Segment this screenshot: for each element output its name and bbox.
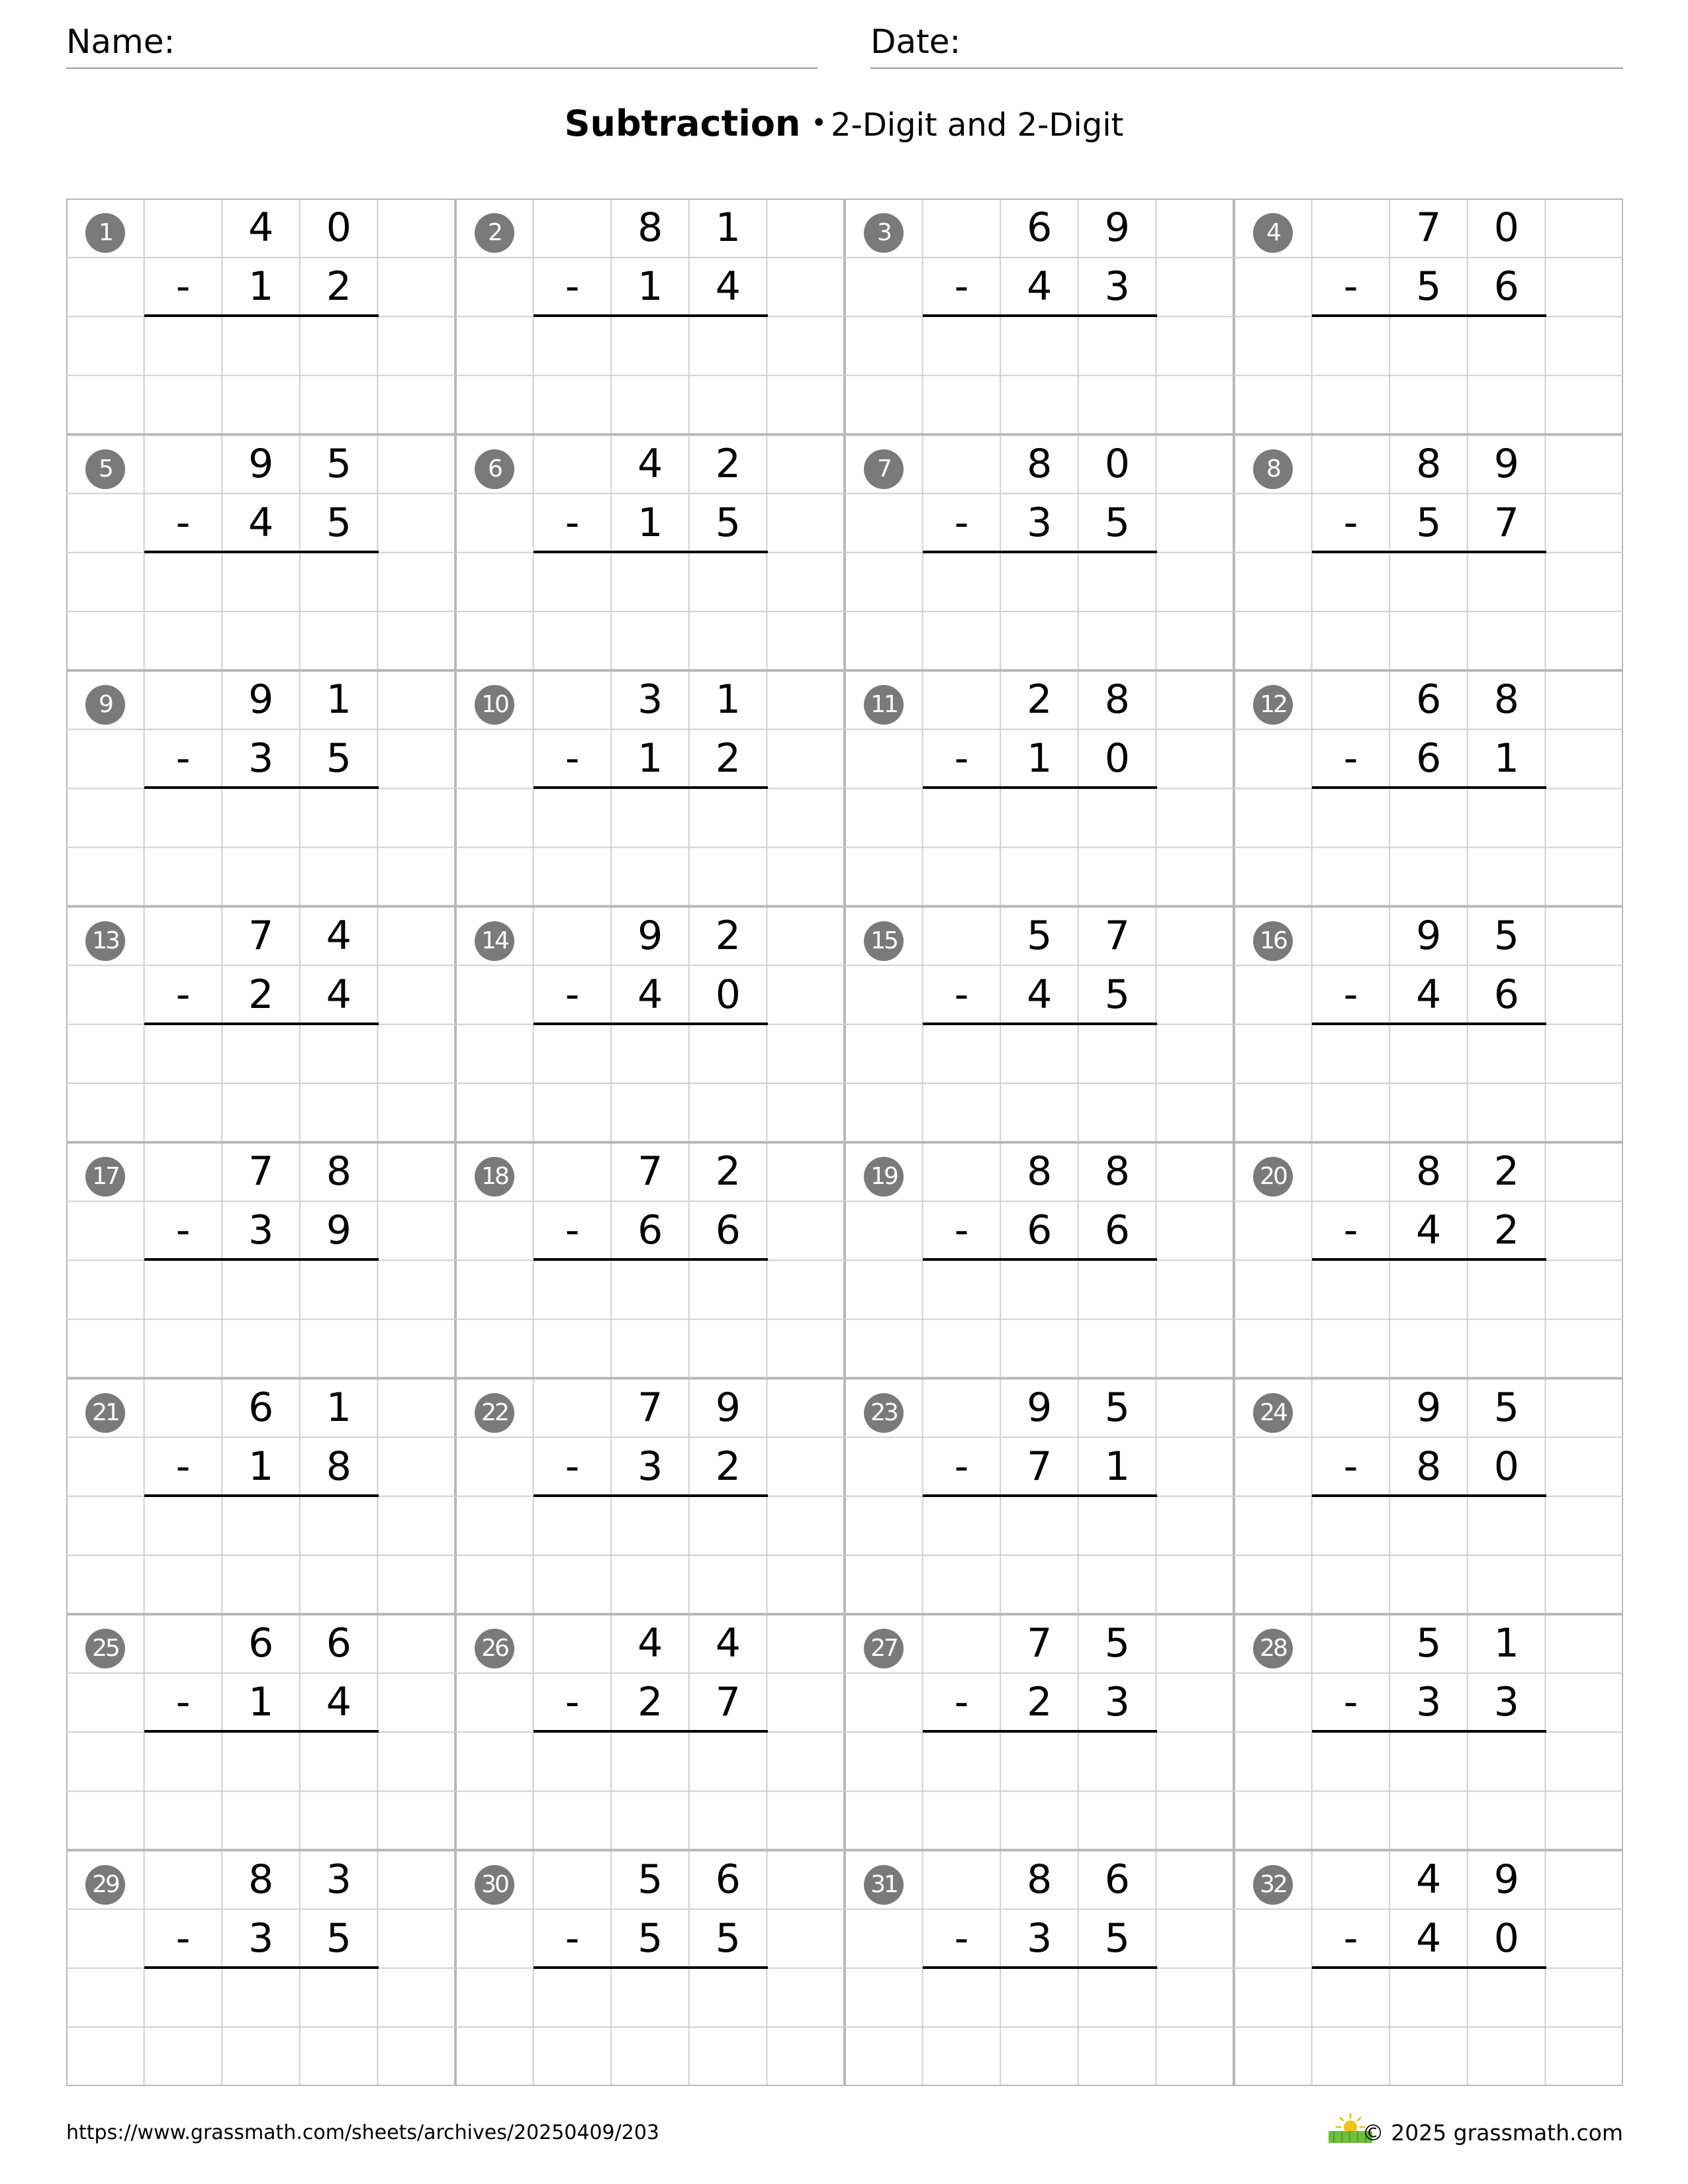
problem-number-badge: 1: [85, 213, 125, 253]
problem-31: [845, 1850, 1234, 2086]
problem-7: [845, 435, 1234, 670]
subtrahend-tens: 4: [1416, 971, 1442, 1018]
answer-area[interactable]: [534, 316, 767, 432]
problem-number-badge: 11: [864, 685, 904, 725]
name-label: Name:: [66, 23, 175, 61]
answer-area[interactable]: [534, 1968, 767, 2083]
minuend-ones: 5: [326, 440, 352, 487]
minus-sign: -: [954, 263, 969, 310]
minuend-ones: 7: [1104, 912, 1130, 959]
minuend-tens: 4: [248, 205, 274, 251]
minus-sign: -: [565, 735, 580, 782]
minus-sign: -: [175, 1443, 191, 1490]
subtrahend-tens: 4: [248, 499, 274, 546]
subtrahend-tens: 4: [1416, 1207, 1442, 1254]
problem-number-badge: 9: [85, 685, 125, 725]
answer-area[interactable]: [144, 1496, 378, 1612]
subtrahend-ones: 4: [326, 1679, 352, 1726]
subtrahend-tens: 3: [248, 1915, 274, 1962]
subtrahend-tens: 4: [637, 971, 663, 1018]
subtrahend-ones: 5: [1104, 1915, 1130, 1962]
problem-number-badge: 3: [864, 213, 904, 253]
minus-sign: -: [1343, 1443, 1358, 1490]
answer-area[interactable]: [144, 1968, 378, 2083]
problem-number-badge: 5: [85, 449, 125, 489]
subtrahend-ones: 0: [1493, 1915, 1519, 1962]
footer-url[interactable]: https://www.grassmath.com/sheets/archives/20250409/203: [66, 2121, 660, 2144]
minuend-tens: 9: [1416, 1384, 1442, 1431]
subtrahend-ones: 5: [326, 499, 352, 546]
answer-area[interactable]: [534, 1024, 767, 1140]
answer-area[interactable]: [1312, 1496, 1546, 1612]
minuend-ones: 2: [715, 1148, 741, 1195]
answer-area[interactable]: [923, 1732, 1156, 1847]
subtrahend-tens: 3: [1027, 1915, 1053, 1962]
minuend-ones: 8: [1104, 1148, 1130, 1195]
minuend-tens: 4: [637, 1620, 663, 1666]
subtrahend-tens: 7: [1027, 1443, 1053, 1490]
answer-area[interactable]: [1312, 553, 1546, 668]
answer-area[interactable]: [1312, 316, 1546, 432]
problem-2: [455, 199, 845, 434]
problem-9: [66, 670, 455, 906]
minuend-tens: 7: [637, 1148, 663, 1195]
title-separator: •: [811, 108, 827, 138]
minus-sign: -: [1343, 1679, 1358, 1726]
problem-11: [845, 670, 1234, 906]
subtrahend-tens: 3: [1027, 499, 1053, 546]
subtrahend-tens: 6: [637, 1207, 663, 1254]
minus-sign: -: [175, 971, 191, 1018]
minuend-ones: 6: [1104, 1856, 1130, 1903]
problem-number-badge: 29: [85, 1865, 125, 1905]
answer-area[interactable]: [923, 1260, 1156, 1375]
subtrahend-ones: 0: [1104, 735, 1130, 782]
date-label: Date:: [870, 23, 961, 61]
minus-sign: -: [175, 1679, 191, 1726]
minuend-tens: 9: [1027, 1384, 1053, 1431]
problem-21: [66, 1379, 455, 1614]
subtrahend-ones: 7: [715, 1679, 741, 1726]
subtrahend-tens: 1: [248, 263, 274, 310]
minuend-ones: 8: [1104, 676, 1130, 723]
minus-sign: -: [565, 971, 580, 1018]
minus-sign: -: [175, 1915, 191, 1962]
answer-area[interactable]: [923, 1496, 1156, 1612]
minuend-tens: 8: [248, 1856, 274, 1903]
name-line[interactable]: [66, 68, 818, 69]
subtrahend-ones: 5: [326, 735, 352, 782]
minuend-tens: 7: [1416, 205, 1442, 251]
subtrahend-ones: 2: [1493, 1207, 1519, 1254]
problem-number-badge: 10: [475, 685, 514, 725]
subtrahend-ones: 0: [1493, 1443, 1519, 1490]
answer-area[interactable]: [144, 553, 378, 668]
minus-sign: -: [1343, 971, 1358, 1018]
problem-number-badge: 23: [864, 1393, 904, 1433]
minuend-ones: 6: [326, 1620, 352, 1666]
minuend-tens: 6: [1027, 205, 1053, 251]
problem-16: [1234, 907, 1623, 1142]
minuend-tens: 4: [1416, 1856, 1442, 1903]
minuend-tens: 8: [1416, 1148, 1442, 1195]
problem-number-badge: 28: [1253, 1629, 1293, 1668]
date-line[interactable]: [870, 68, 1623, 69]
subtrahend-ones: 3: [1104, 263, 1130, 310]
problem-number-badge: 13: [85, 921, 125, 961]
subtrahend-tens: 1: [637, 735, 663, 782]
problem-13: [66, 907, 455, 1142]
problem-15: [845, 907, 1234, 1142]
problem-number-badge: 14: [475, 921, 514, 961]
answer-area[interactable]: [923, 1024, 1156, 1140]
minuend-ones: 1: [715, 676, 741, 723]
subtrahend-tens: 3: [637, 1443, 663, 1490]
minuend-ones: 0: [326, 205, 352, 251]
subtrahend-ones: 3: [1493, 1679, 1519, 1726]
subtrahend-tens: 1: [248, 1679, 274, 1726]
subtrahend-ones: 5: [1104, 971, 1130, 1018]
problem-number-badge: 16: [1253, 921, 1293, 961]
minus-sign: -: [954, 1679, 969, 1726]
minus-sign: -: [565, 1443, 580, 1490]
subtrahend-ones: 1: [1493, 735, 1519, 782]
minus-sign: -: [1343, 499, 1358, 546]
subtrahend-ones: 5: [715, 499, 741, 546]
minus-sign: -: [954, 971, 969, 1018]
problem-number-badge: 6: [475, 449, 514, 489]
subtrahend-ones: 6: [1493, 263, 1519, 310]
subtrahend-ones: 5: [326, 1915, 352, 1962]
title-subtitle: 2-Digit and 2-Digit: [830, 107, 1124, 144]
minuend-tens: 4: [637, 440, 663, 487]
subtrahend-ones: 6: [1104, 1207, 1130, 1254]
minuend-tens: 6: [248, 1384, 274, 1431]
subtrahend-tens: 3: [248, 1207, 274, 1254]
problem-number-badge: 2: [475, 213, 514, 253]
minuend-tens: 6: [1416, 676, 1442, 723]
minuend-tens: 9: [637, 912, 663, 959]
minuend-ones: 0: [1104, 440, 1130, 487]
problem-number-badge: 27: [864, 1629, 904, 1668]
minuend-tens: 8: [1416, 440, 1442, 487]
subtrahend-tens: 2: [1027, 1679, 1053, 1726]
subtrahend-ones: 1: [1104, 1443, 1130, 1490]
problem-25: [66, 1614, 455, 1850]
minus-sign: -: [954, 499, 969, 546]
answer-area[interactable]: [534, 553, 767, 668]
answer-area[interactable]: [534, 1496, 767, 1612]
problem-27: [845, 1614, 1234, 1850]
problem-26: [455, 1614, 845, 1850]
problem-number-badge: 4: [1253, 213, 1293, 253]
subtrahend-tens: 5: [1416, 499, 1442, 546]
subtrahend-tens: 6: [1416, 735, 1442, 782]
subtrahend-ones: 0: [715, 971, 741, 1018]
minuend-ones: 1: [1493, 1620, 1519, 1666]
minus-sign: -: [565, 499, 580, 546]
subtrahend-tens: 1: [637, 499, 663, 546]
problem-number-badge: 26: [475, 1629, 514, 1668]
minuend-tens: 8: [1027, 1148, 1053, 1195]
problem-32: [1234, 1850, 1623, 2086]
minuend-ones: 1: [326, 1384, 352, 1431]
subtrahend-ones: 4: [715, 263, 741, 310]
answer-area[interactable]: [534, 1260, 767, 1375]
problem-6: [455, 435, 845, 670]
problem-20: [1234, 1142, 1623, 1378]
problem-number-badge: 31: [864, 1865, 904, 1905]
minuend-ones: 8: [1493, 676, 1519, 723]
minuend-ones: 4: [326, 912, 352, 959]
minus-sign: -: [954, 1915, 969, 1962]
problem-number-badge: 19: [864, 1157, 904, 1197]
minuend-ones: 5: [1493, 1384, 1519, 1431]
minuend-ones: 2: [715, 440, 741, 487]
problem-number-badge: 20: [1253, 1157, 1293, 1197]
answer-area[interactable]: [1312, 1024, 1546, 1140]
problem-28: [1234, 1614, 1623, 1850]
minuend-tens: 9: [248, 676, 274, 723]
problem-30: [455, 1850, 845, 2086]
answer-area[interactable]: [534, 1732, 767, 1847]
minuend-tens: 8: [1027, 440, 1053, 487]
minuend-tens: 9: [248, 440, 274, 487]
minus-sign: -: [175, 735, 191, 782]
minuend-ones: 1: [326, 676, 352, 723]
minus-sign: -: [1343, 1915, 1358, 1962]
subtrahend-ones: 6: [1493, 971, 1519, 1018]
problem-number-badge: 30: [475, 1865, 514, 1905]
problem-8: [1234, 435, 1623, 670]
footer-copyright: © 2025 grassmath.com: [1362, 2120, 1623, 2146]
subtrahend-ones: 2: [326, 263, 352, 310]
minus-sign: -: [565, 1207, 580, 1254]
minuend-tens: 2: [1027, 676, 1053, 723]
problem-number-badge: 32: [1253, 1865, 1293, 1905]
answer-area[interactable]: [534, 788, 767, 903]
subtrahend-ones: 3: [1104, 1679, 1130, 1726]
subtrahend-tens: 5: [637, 1915, 663, 1962]
minuend-tens: 7: [637, 1384, 663, 1431]
minuend-ones: 5: [1104, 1620, 1130, 1666]
minuend-tens: 7: [1027, 1620, 1053, 1666]
title-main: Subtraction: [564, 103, 801, 144]
problem-number-badge: 22: [475, 1393, 514, 1433]
problem-number-badge: 25: [85, 1629, 125, 1668]
problem-number-badge: 7: [864, 449, 904, 489]
problem-number-badge: 8: [1253, 449, 1293, 489]
answer-area[interactable]: [1312, 1732, 1546, 1847]
minuend-ones: 3: [326, 1856, 352, 1903]
minuend-tens: 5: [637, 1856, 663, 1903]
subtrahend-tens: 1: [248, 1443, 274, 1490]
minus-sign: -: [1343, 1207, 1358, 1254]
problem-14: [455, 907, 845, 1142]
minuend-ones: 5: [1493, 912, 1519, 959]
minuend-ones: 4: [715, 1620, 741, 1666]
answer-area[interactable]: [144, 1024, 378, 1140]
minuend-tens: 5: [1416, 1620, 1442, 1666]
problem-number-badge: 24: [1253, 1393, 1293, 1433]
subtrahend-tens: 6: [1027, 1207, 1053, 1254]
problem-4: [1234, 199, 1623, 434]
subtrahend-tens: 8: [1416, 1443, 1442, 1490]
minuend-ones: 9: [1493, 440, 1519, 487]
subtrahend-ones: 4: [326, 971, 352, 1018]
subtrahend-ones: 2: [715, 1443, 741, 1490]
answer-area[interactable]: [923, 553, 1156, 668]
minuend-ones: 9: [1104, 205, 1130, 251]
answer-area[interactable]: [1312, 1968, 1546, 2083]
answer-area[interactable]: [144, 788, 378, 903]
answer-area[interactable]: [923, 1968, 1156, 2083]
minuend-tens: 5: [1027, 912, 1053, 959]
minus-sign: -: [954, 735, 969, 782]
minuend-ones: 9: [715, 1384, 741, 1431]
answer-area[interactable]: [144, 316, 378, 432]
problem-number-badge: 18: [475, 1157, 514, 1197]
subtrahend-tens: 2: [248, 971, 274, 1018]
worksheet-title: [0, 103, 1688, 144]
problem-17: [66, 1142, 455, 1378]
subtrahend-tens: 4: [1027, 971, 1053, 1018]
problem-grid: [66, 199, 1623, 2086]
problem-10: [455, 670, 845, 906]
subtrahend-tens: 1: [1027, 735, 1053, 782]
problem-1: [66, 199, 455, 434]
subtrahend-tens: 3: [1416, 1679, 1442, 1726]
subtrahend-tens: 4: [1027, 263, 1053, 310]
problem-23: [845, 1379, 1234, 1614]
minuend-tens: 9: [1416, 912, 1442, 959]
minus-sign: -: [175, 499, 191, 546]
minuend-tens: 3: [637, 676, 663, 723]
subtrahend-tens: 4: [1416, 1915, 1442, 1962]
minuend-tens: 7: [248, 1148, 274, 1195]
subtrahend-tens: 1: [637, 263, 663, 310]
minus-sign: -: [565, 263, 580, 310]
minuend-ones: 1: [715, 205, 741, 251]
answer-area[interactable]: [144, 1260, 378, 1375]
answer-area[interactable]: [1312, 1260, 1546, 1375]
minuend-tens: 6: [248, 1620, 274, 1666]
problem-number-badge: 21: [85, 1393, 125, 1433]
minus-sign: -: [175, 263, 191, 310]
minus-sign: -: [175, 1207, 191, 1254]
problem-12: [1234, 670, 1623, 906]
subtrahend-ones: 8: [326, 1443, 352, 1490]
answer-area[interactable]: [923, 788, 1156, 903]
problem-number-badge: 12: [1253, 685, 1293, 725]
minus-sign: -: [565, 1679, 580, 1726]
problem-number-badge: 17: [85, 1157, 125, 1197]
subtrahend-ones: 5: [715, 1915, 741, 1962]
minuend-tens: 8: [1027, 1856, 1053, 1903]
minus-sign: -: [565, 1915, 580, 1962]
answer-area[interactable]: [144, 1732, 378, 1847]
subtrahend-ones: 9: [326, 1207, 352, 1254]
subtrahend-ones: 5: [1104, 499, 1130, 546]
minuend-ones: 6: [715, 1856, 741, 1903]
minus-sign: -: [1343, 263, 1358, 310]
problem-number-badge: 15: [864, 921, 904, 961]
problem-22: [455, 1379, 845, 1614]
subtrahend-tens: 2: [637, 1679, 663, 1726]
problem-24: [1234, 1379, 1623, 1614]
minuend-ones: 0: [1493, 205, 1519, 251]
minuend-tens: 7: [248, 912, 274, 959]
problem-5: [66, 435, 455, 670]
minuend-ones: 2: [1493, 1148, 1519, 1195]
minuend-ones: 9: [1493, 1856, 1519, 1903]
minuend-ones: 2: [715, 912, 741, 959]
minus-sign: -: [954, 1207, 969, 1254]
minus-sign: -: [954, 1443, 969, 1490]
problem-3: [845, 199, 1234, 434]
answer-area[interactable]: [923, 316, 1156, 432]
subtrahend-ones: 7: [1493, 499, 1519, 546]
problem-19: [845, 1142, 1234, 1378]
subtrahend-tens: 5: [1416, 263, 1442, 310]
answer-area[interactable]: [1312, 788, 1546, 903]
minuend-ones: 5: [1104, 1384, 1130, 1431]
problem-29: [66, 1850, 455, 2086]
subtrahend-ones: 6: [715, 1207, 741, 1254]
subtrahend-ones: 2: [715, 735, 741, 782]
problem-18: [455, 1142, 845, 1378]
minuend-tens: 8: [637, 205, 663, 251]
minus-sign: -: [1343, 735, 1358, 782]
minuend-ones: 8: [326, 1148, 352, 1195]
subtrahend-tens: 3: [248, 735, 274, 782]
